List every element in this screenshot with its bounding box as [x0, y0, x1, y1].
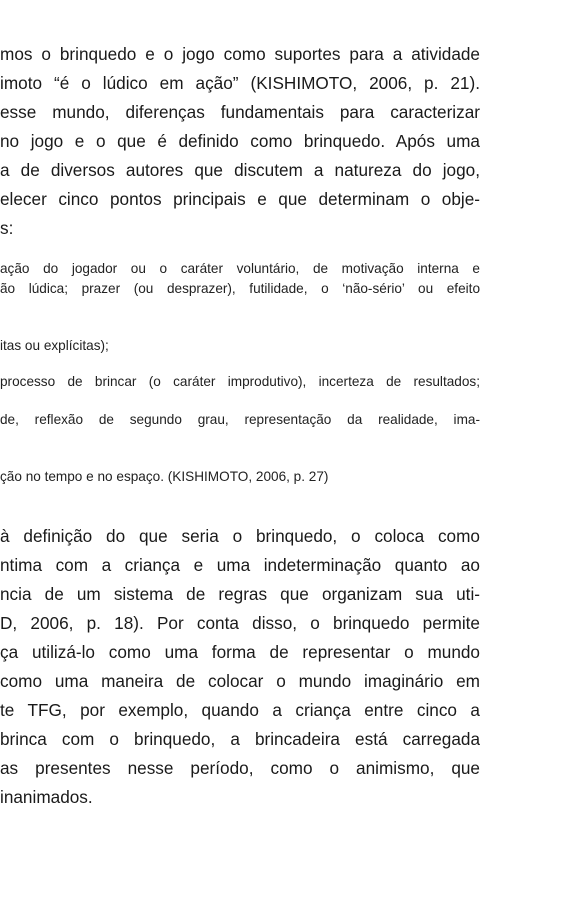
paragraph-1-line: a de diversos autores que discutem a natureza do jogo,	[0, 160, 480, 180]
paragraph-2-line: à definição do que seria o brinquedo, o coloca como	[0, 526, 480, 546]
paragraph-2-line: ça utilizá-lo como uma forma de representar o mundo	[0, 642, 480, 662]
paragraph-2-line: te TFG, por exemplo, quando a criança entre cinco a	[0, 700, 480, 720]
quote-line: ação do jogador ou o caráter voluntário, de motivação interna e	[0, 261, 480, 276]
paragraph-1-line: mos o brinquedo e o jogo como suportes para a atividade	[0, 44, 480, 64]
paragraph-1-line: elecer cinco pontos principais e que determinam o obje-	[0, 189, 480, 209]
paragraph-2-line: como uma maneira de colocar o mundo imaginário em	[0, 671, 480, 691]
paragraph-1-line: esse mundo, diferenças fundamentais para caracterizar	[0, 102, 480, 122]
paragraph-2-line: as presentes nesse período, como o animismo, que	[0, 758, 480, 778]
quote-line: itas ou explícitas);	[0, 338, 109, 353]
quote-line: ão lúdica; prazer (ou desprazer), futilidade, o ‘não-sério’ ou efeito	[0, 281, 480, 296]
paragraph-2-line: ncia de um sistema de regras que organizam sua uti-	[0, 584, 480, 604]
quote-line: de, reflexão de segundo grau, representação da realidade, ima-	[0, 412, 480, 427]
paragraph-2-line: inanimados.	[0, 787, 93, 807]
paragraph-2-line: brinca com o brinquedo, a brincadeira está carregada	[0, 729, 480, 749]
quote-line: processo de brincar (o caráter improdutivo), incerteza de resultados;	[0, 374, 480, 389]
paragraph-2-line: ntima com a criança e uma indeterminação quanto ao	[0, 555, 480, 575]
paragraph-1-line: imoto “é o lúdico em ação” (KISHIMOTO, 2006, p. 21).	[0, 73, 480, 93]
paragraph-2-line: D, 2006, p. 18). Por conta disso, o brinquedo permite	[0, 613, 480, 633]
paragraph-1-line: no jogo e o que é definido como brinquedo. Após uma	[0, 131, 480, 151]
paragraph-1-line: s:	[0, 218, 14, 238]
quote-citation: ção no tempo e no espaço. (KISHIMOTO, 2006, p. 27)	[0, 469, 329, 484]
